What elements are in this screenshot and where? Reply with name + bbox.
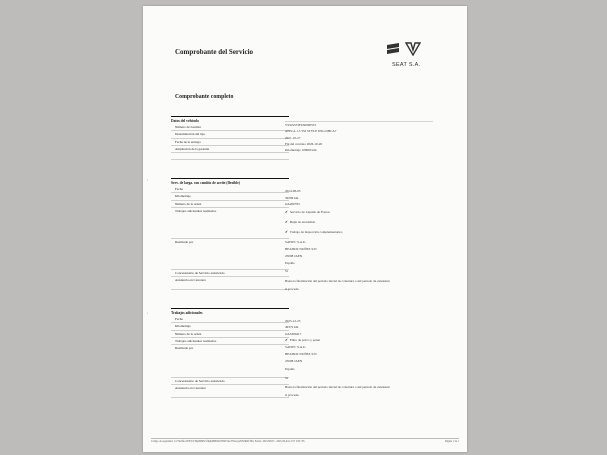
cell-value: BEATRIZ NUÑEZ S/N (285, 352, 317, 356)
cupra-logo-icon (405, 42, 421, 56)
section-heading: Datos del vehículo (171, 116, 289, 123)
cell-value: Fin del contrato 2026-10-26 (285, 142, 323, 146)
cell-value: 2025-12-23 (285, 319, 301, 323)
brand-logo (386, 42, 446, 76)
table-row: Fecha (171, 186, 289, 193)
document-page (143, 6, 467, 452)
checked-item: ✔ Servicio de Líquido de Frenos (285, 209, 330, 215)
cell-value: SAVIPC S.A.U. (285, 345, 307, 349)
cell-value: 49372 km (285, 325, 299, 329)
cell-value: Hasta la finalización del período inicial de cobertura o del período de extensión (285, 385, 390, 389)
cell-value: ATECA 1.5 TSI STYLE DSG DHCA7 (285, 129, 337, 133)
document-title: Comprobante del Servicio (175, 48, 254, 56)
checked-item: ✔ Bujía de encendido (285, 219, 315, 225)
cell-value: 2024-08-03 (285, 189, 301, 193)
table-row: Número de la orden (171, 331, 289, 338)
cell-value: OA260793 (285, 202, 300, 206)
cell-value: 39299 km (285, 196, 299, 200)
side-mark: ▪ (147, 178, 149, 182)
cell-value: VSSZZZ3FZS0000553 (285, 123, 316, 127)
table-row: Concesionario de Servicio autorizado (171, 270, 289, 277)
table-row: Trabajos adicionales realizados (171, 338, 289, 345)
side-mark: ▪ (147, 311, 149, 315)
cell-value: 25008 JAEN (285, 254, 303, 258)
table-row: Asistencia en Carretera (171, 277, 289, 290)
table-row: Denominación del tipo (171, 131, 289, 138)
table-row: Kilometraje (171, 193, 289, 200)
table-row: Realizado por (171, 345, 289, 378)
table-row: Realizado por (171, 239, 289, 270)
table-row: Fecha de la entrega (171, 139, 289, 146)
cell-value: BEATRIZ NUÑEZ S/N (285, 247, 317, 251)
cell-value: si procede. (285, 393, 300, 397)
page-number: Página 1 de 1 (444, 440, 459, 443)
table-row: Concesionario de Servicio autorizado (171, 378, 289, 385)
table-row: Trabajos adicionales realizados (171, 208, 289, 239)
cell-value: si procede. (285, 287, 300, 291)
cell-value: Hasta la finalización del período inicial de cobertura o del período de extensión (285, 279, 390, 283)
table-row: Ampliación de la garantía (171, 146, 289, 153)
cell-value: España (285, 367, 295, 371)
table-row: Número de la orden (171, 201, 289, 208)
cell-value: 25008 JAEN (285, 359, 303, 363)
brand-name: SEAT S.A. (392, 62, 421, 68)
checked-item: ✔ Filtro de polvo y polen (285, 337, 320, 343)
table-row: Fecha (171, 316, 289, 323)
section-heading: Serv. de larga. con cambio de aceite (flexible) (171, 178, 289, 185)
seat-logo-icon (386, 42, 400, 56)
service-section (171, 308, 289, 398)
table-row: Kilometraje (171, 323, 289, 330)
table-row: Asistencia en Carretera (171, 385, 289, 398)
cell-value: Kilometraje 100000 km (285, 148, 317, 152)
table-row (171, 153, 289, 160)
table-row: Número de bastidor (171, 124, 289, 131)
section-heading: Trabajos adicionales (171, 308, 289, 315)
service-section (171, 178, 289, 290)
page-footer (151, 438, 459, 443)
security-code: Código de seguridad: 1c27#43fe-D5F7pT39p8M6Wvf9ghd8H84C8N91SiteT7Ka1gaNNrR8rfTPw Fecha: 2025/06/05 - 2025-09-04 12:57 UTC ES (151, 440, 305, 443)
cell-value: Sí (285, 269, 288, 273)
cell-value: España (285, 261, 295, 265)
document-subtitle: Comprobante completo (175, 94, 234, 100)
cell-value: Sí (285, 376, 288, 380)
cell-value: 2021-10-27 (285, 136, 301, 140)
vehicle-section (171, 116, 289, 160)
checked-item: ✔ Trabajo de inspección complementarios (285, 229, 342, 235)
cell-value: SAVIPC S.A.U. (285, 240, 307, 244)
cell-value: OA3300417 (285, 332, 302, 336)
